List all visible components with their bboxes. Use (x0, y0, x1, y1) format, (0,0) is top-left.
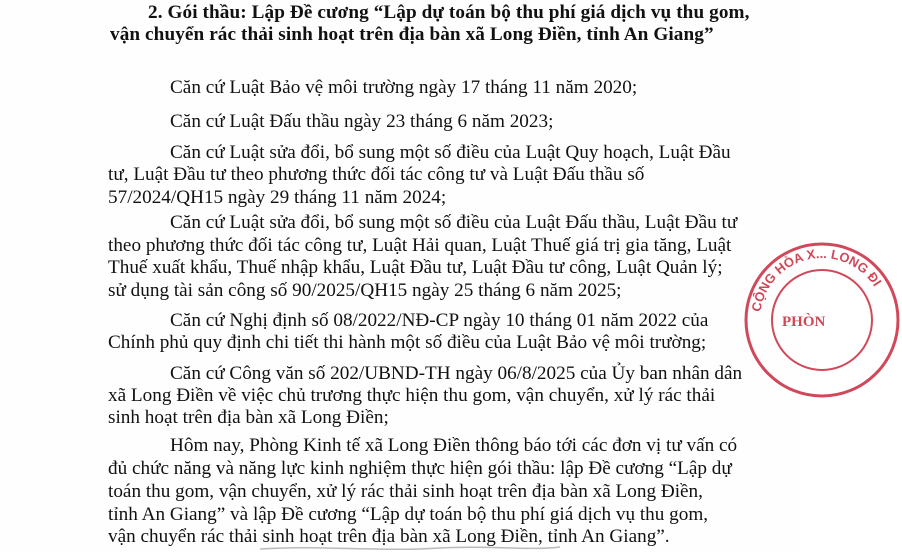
paragraph-line: Căn cứ Công văn số 202/UBND-TH ngày 06/8/2025 của Ủy ban nhân dân (170, 363, 743, 384)
seal-ring-text: CỘNG HÒA X... LONG ĐI (748, 245, 885, 313)
official-seal-stamp (742, 240, 902, 400)
paragraph-line: Căn cứ Luật Bảo vệ môi trường ngày 17 tháng 11 năm 2020; (170, 77, 638, 98)
paragraph-line: toán thu gom, vận chuyển, xử lý rác thải sinh hoạt trên địa bàn xã Long Điền, (108, 481, 703, 502)
paragraph-line: Căn cứ Nghị định số 08/2022/NĐ-CP ngày 10 tháng 01 năm 2022 của (170, 310, 709, 331)
paragraph-line: Căn cứ Luật sửa đổi, bổ sung một số điều của Luật Quy hoạch, Luật Đầu (170, 142, 731, 163)
heading-line-2: vận chuyển rác thải sinh hoạt trên địa bàn xã Long Điền, tỉnh An Giang” (110, 24, 714, 45)
scan-artifact (260, 543, 560, 553)
paragraph-line: đủ chức năng và năng lực kinh nghiệm thực hiện gói thầu: lập Đề cương “Lập dự (108, 458, 732, 479)
paragraph-line: theo phương thức đối tác công tư, Luật Hải quan, Luật Thuế giá trị gia tăng, Luật (108, 235, 732, 256)
paragraph-line: Căn cứ Luật sửa đổi, bổ sung một số điều của Luật Đấu thầu, Luật Đầu tư (170, 212, 738, 233)
paragraph-line: xã Long Điền về việc chủ trương thực hiện thu gom, vận chuyển, xử lý rác thải (108, 385, 716, 406)
paragraph-line: sinh hoạt trên địa bàn xã Long Điền; (108, 407, 389, 428)
paragraph-line: tỉnh An Giang” và lập Đề cương “Lập dự toán bộ thu phí giá dịch vụ thu gom, (108, 504, 709, 525)
paragraph-line: sử dụng tài sản công số 90/2025/QH15 ngày 25 tháng 6 năm 2025; (108, 280, 622, 301)
paragraph-line: Căn cứ Luật Đấu thầu ngày 23 tháng 6 năm 2023; (170, 111, 554, 132)
paragraph-line: 57/2024/QH15 ngày 29 tháng 11 năm 2024; (108, 187, 447, 208)
paragraph-line: Hôm nay, Phòng Kinh tế xã Long Điền thông báo tới các đơn vị tư vấn có (170, 435, 738, 456)
paragraph-line: Chính phủ quy định chi tiết thi hành một số điều của Luật Bảo vệ môi trường; (108, 332, 707, 353)
heading-line-1: 2. Gói thầu: Lập Đề cương “Lập dự toán bộ thu phí giá dịch vụ thu gom, (148, 2, 750, 23)
paragraph-line: Thuế xuất khẩu, Thuế nhập khẩu, Luật Đầu tư, Luật Đầu tư công, Luật Quản lý; (108, 257, 723, 278)
paragraph-line: vận chuyển rác thải sinh hoạt trên địa bàn xã Long Điền, tỉnh An Giang”. (108, 526, 670, 547)
seal-center-text: PHÒN (782, 314, 826, 330)
paragraph-line: tư, Luật Đầu tư theo phương thức đối tác công tư và Luật Đấu thầu số (108, 164, 645, 185)
